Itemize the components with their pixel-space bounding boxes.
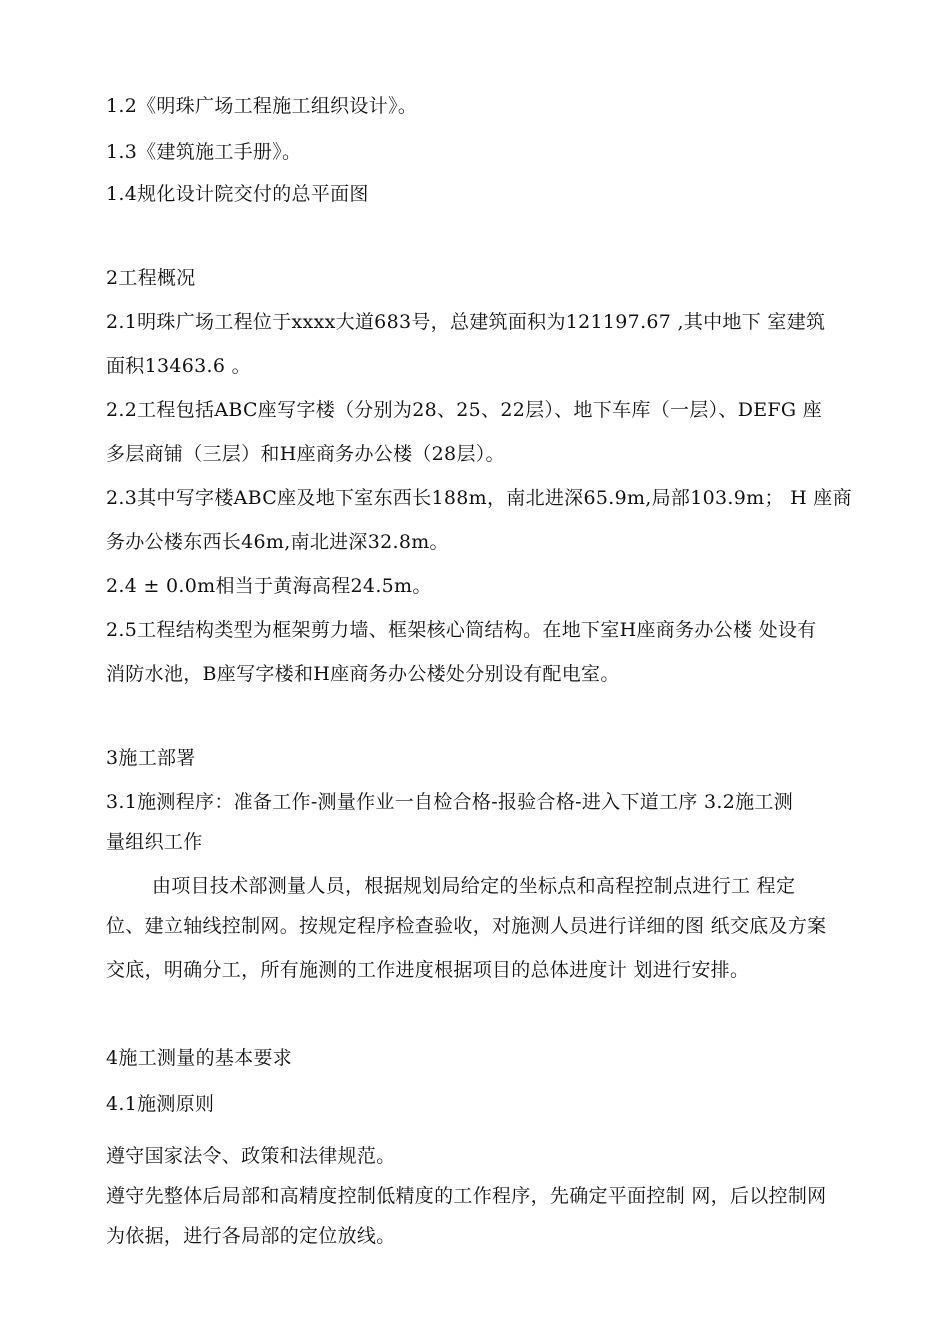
text-line-2-5: 2.5工程结构类型为框架剪力墙、框架核心筒结构。在地下室H座商务办公楼 处设有 bbox=[106, 619, 817, 641]
text-line-3-1: 3.1施测程序：准备工作-测量作业一自检合格-报验合格-进入下道工序 3.2施工测 bbox=[106, 791, 794, 813]
paragraph-line-2: 位、建立轴线控制网。按规定程序检查验收，对施测人员进行详细的图 纸交底及方案 bbox=[106, 915, 827, 937]
text-line-principle-2: 遵守先整体后局部和高精度控制低精度的工作程序，先确定平面控制 网，后以控制网 bbox=[106, 1185, 827, 1207]
text-line-4-1: 4.1施测原则 bbox=[106, 1093, 215, 1115]
text-line-1-3: 1.3《建筑施工手册》。 bbox=[106, 141, 302, 163]
text-line-2-1-cont: 面积13463.6 。 bbox=[106, 355, 251, 377]
text-line-2-3: 2.3其中写字楼ABC座及地下室东西长188m，南北进深65.9m,局部103.9m； H 座商 bbox=[106, 487, 852, 509]
text-line-principle-2-cont: 为依据，进行各局部的定位放线。 bbox=[106, 1225, 396, 1247]
text-line-1-2: 1.2《明珠广场工程施工组织设计》。 bbox=[106, 95, 418, 117]
paragraph-line-1: 由项目技术部测量人员，根据规划局给定的坐标点和高程控制点进行工 程定 bbox=[152, 875, 796, 897]
text-line-1-4: 1.4规化设计院交付的总平面图 bbox=[106, 183, 369, 205]
paragraph-line-3: 交底，明确分工，所有施测的工作进度根据项目的总体进度计 划进行安排。 bbox=[106, 959, 750, 981]
text-line-3-2-cont: 量组织工作 bbox=[106, 831, 203, 853]
text-line-2-2: 2.2工程包括ABC座写字楼（分别为28、25、22层）、地下车库（一层）、DEFG 座 bbox=[106, 399, 823, 421]
section-heading-3: 3施工部署 bbox=[106, 747, 196, 769]
section-heading-4: 4施工测量的基本要求 bbox=[106, 1047, 293, 1069]
text-line-2-2-cont: 多层商铺（三层）和H座商务办公楼（28层）。 bbox=[106, 443, 505, 465]
text-line-principle-1: 遵守国家法令、政策和法律规范。 bbox=[106, 1145, 396, 1167]
text-line-2-1: 2.1明珠广场工程位于xxxx大道683号，总建筑面积为121197.67 ,其中地下 室建筑 bbox=[106, 311, 826, 333]
text-line-2-3-cont: 务办公楼东西长46m,南北进深32.8m。 bbox=[106, 531, 449, 553]
text-line-2-5-cont: 消防水池，B座写字楼和H座商务办公楼处分别设有配电室。 bbox=[106, 663, 620, 685]
text-line-2-4: 2.4 ± 0.0m相当于黄海高程24.5m。 bbox=[106, 575, 432, 597]
section-heading-2: 2工程概况 bbox=[106, 267, 196, 289]
